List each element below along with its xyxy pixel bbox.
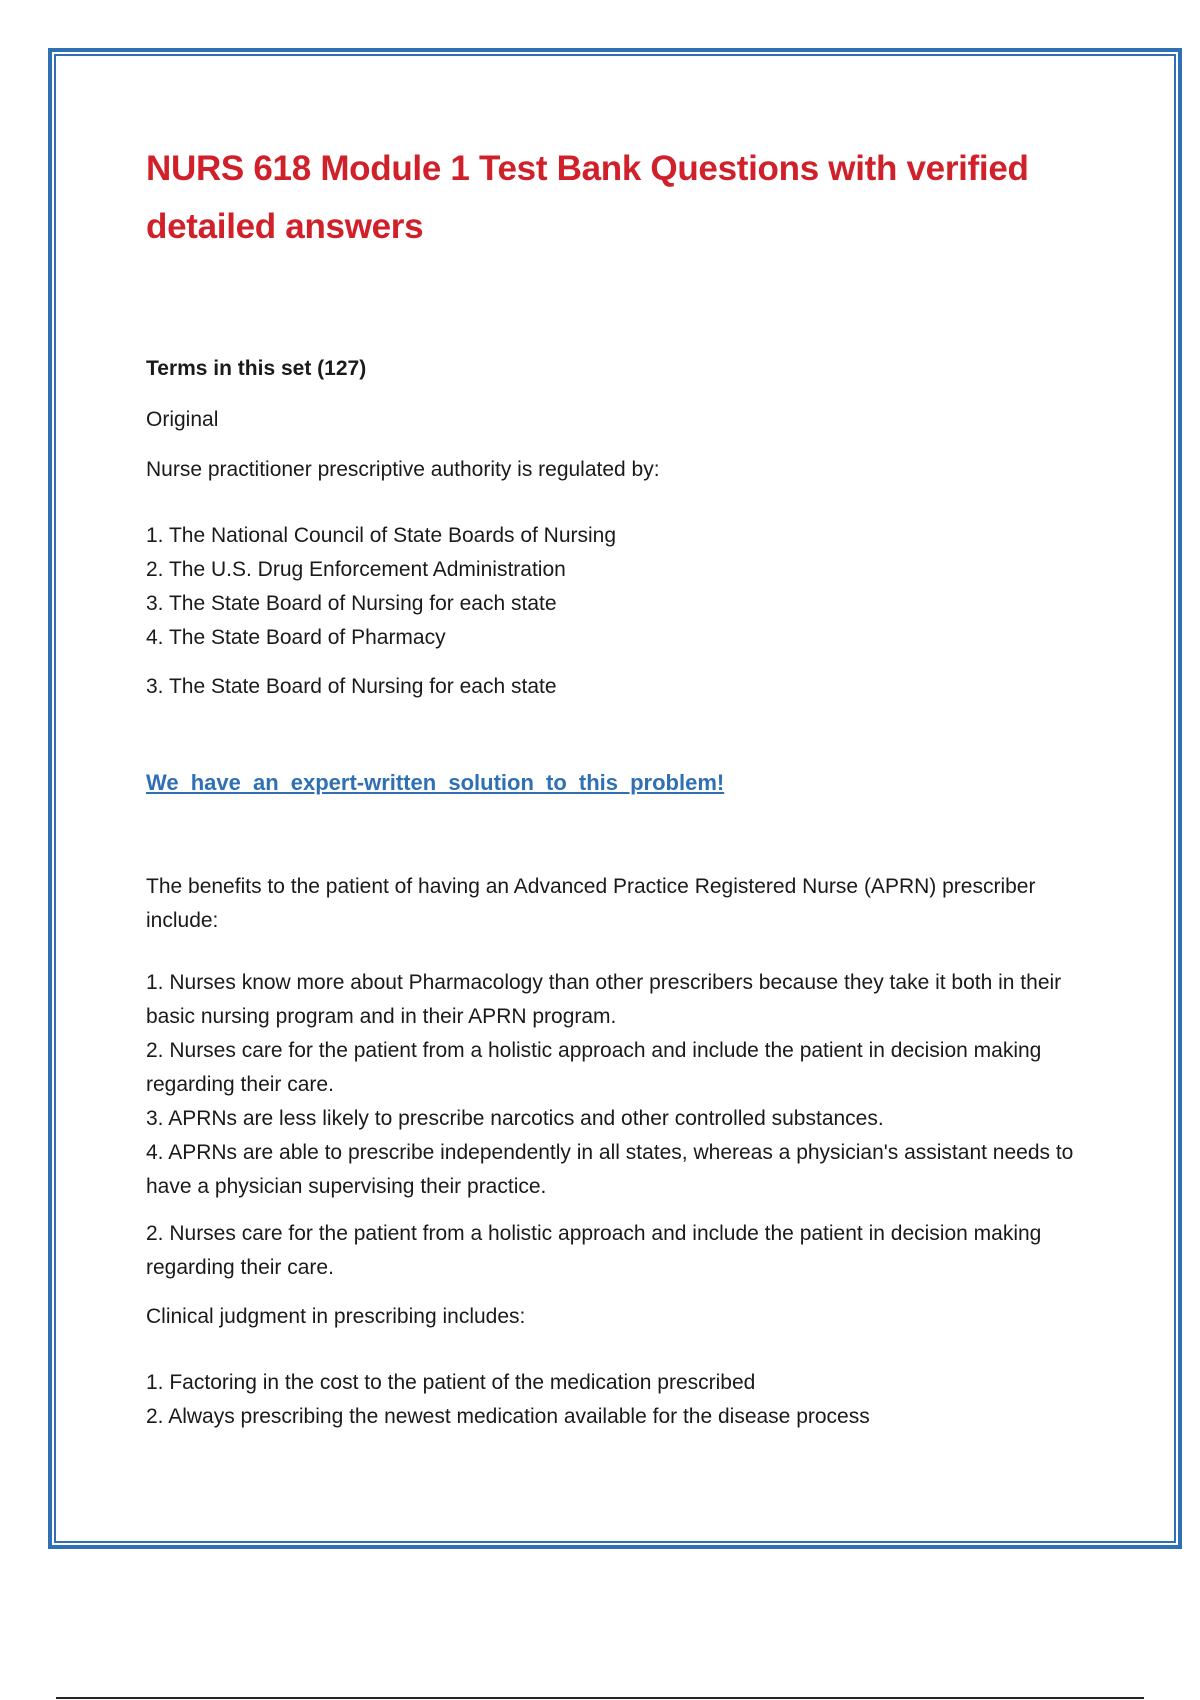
question-1-answer: 3. The State Board of Nursing for each state — [146, 675, 557, 698]
terms-count: Terms in this set (127) — [146, 357, 367, 380]
option: 2. Always prescribing the newest medication available for the disease process — [146, 1405, 870, 1428]
original-label: Original — [146, 408, 219, 431]
question-3-prompt: Clinical judgment in prescribing includes: — [146, 1305, 526, 1328]
question-1-options — [146, 519, 616, 655]
option: 2. Nurses care for the patient from a holistic approach and include the patient in decision making regarding their care. — [146, 1039, 1042, 1096]
option: 2. The U.S. Drug Enforcement Administration — [146, 558, 566, 581]
question-1-prompt: Nurse practitioner prescriptive authority is regulated by: — [146, 458, 660, 481]
expert-solution-link[interactable]: We have an expert-written solution to this problem! — [146, 770, 725, 795]
option: 1. Nurses know more about Pharmacology than other prescribers because they take it both in their basic nursing program and in their APRN program. — [146, 971, 1062, 1028]
option: 1. Factoring in the cost to the patient of the medication prescribed — [146, 1371, 756, 1394]
question-2-prompt: The benefits to the patient of having an Advanced Practice Registered Nurse (APRN) prescriber include: — [146, 875, 1036, 932]
option: 4. APRNs are able to prescribe independently in all states, whereas a physician's assistant needs to have a physician supervising their practice. — [146, 1141, 1074, 1198]
question-2-options — [146, 966, 1086, 1204]
page-divider — [56, 1697, 1144, 1699]
option: 4. The State Board of Pharmacy — [146, 626, 446, 649]
option: 3. The State Board of Nursing for each state — [146, 592, 557, 615]
document-content — [146, 140, 1086, 1428]
option: 3. APRNs are less likely to prescribe narcotics and other controlled substances. — [146, 1107, 884, 1130]
question-3-options — [146, 1366, 870, 1434]
document-title: NURS 618 Module 1 Test Bank Questions with verified detailed answers — [146, 149, 1029, 246]
option: 1. The National Council of State Boards of Nursing — [146, 524, 617, 547]
question-2-answer: 2. Nurses care for the patient from a holistic approach and include the patient in decision making regarding their care. — [146, 1222, 1042, 1279]
